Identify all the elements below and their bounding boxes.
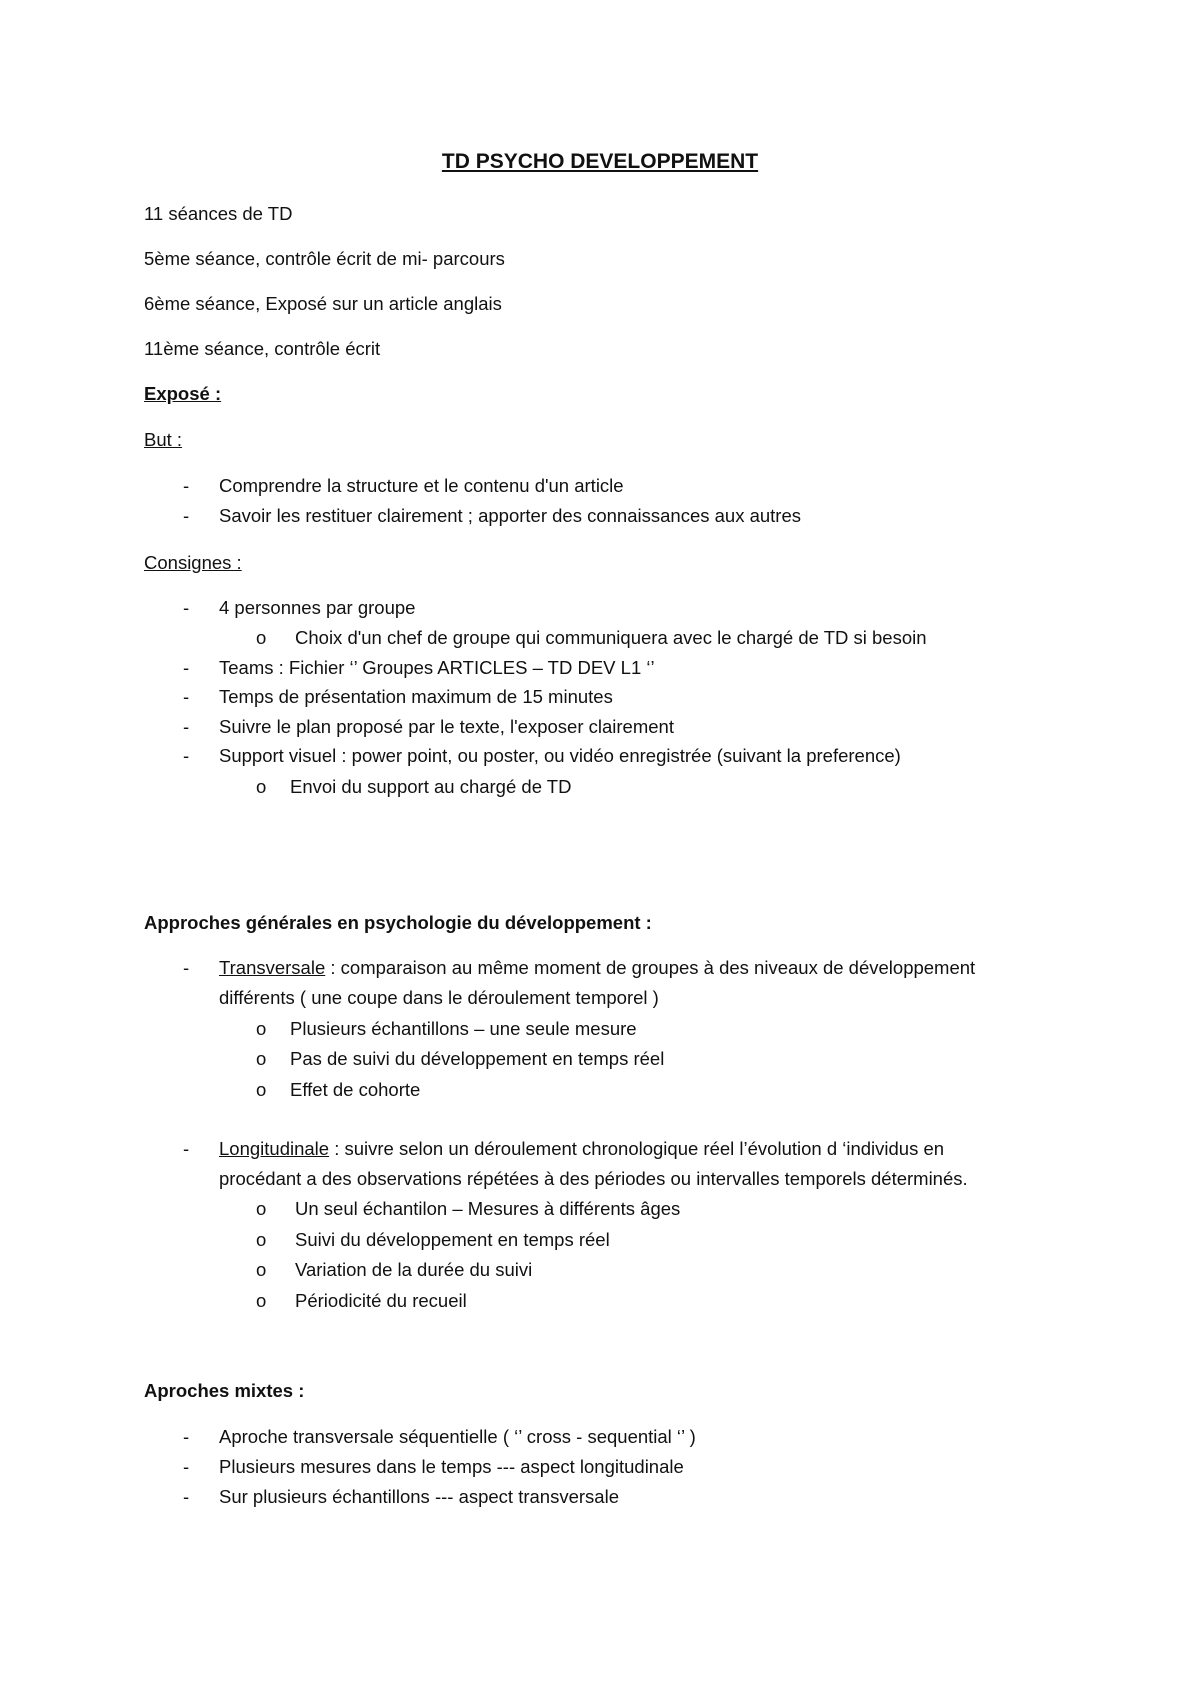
transversale-term: Transversale	[219, 957, 326, 978]
expose-heading: Exposé :	[144, 383, 222, 404]
list-item-continuation: procédant a des observations répétées à des périodes ou intervalles temporels déterminés.	[219, 1168, 968, 1189]
dash-bullet: -	[183, 505, 190, 526]
longitudinale-term: Longitudinale	[219, 1138, 330, 1159]
sub-list-item: Effet de cohorte	[290, 1079, 421, 1100]
circle-bullet: o	[256, 1048, 267, 1069]
dash-bullet: -	[183, 686, 190, 707]
dash-bullet: -	[183, 1426, 190, 1447]
list-item: Comprendre la structure et le contenu d'un article	[219, 475, 624, 496]
dash-bullet: -	[183, 1456, 190, 1477]
circle-bullet: o	[256, 1079, 267, 1100]
sub-list-item: Pas de suivi du développement en temps réel	[290, 1048, 665, 1069]
circle-bullet: o	[256, 1229, 267, 1250]
approches-heading: Approches générales en psychologie du développement :	[144, 912, 652, 933]
dash-bullet: -	[183, 657, 190, 678]
circle-bullet: o	[256, 776, 267, 797]
document-title: TD PSYCHO DEVELOPPEMENT	[441, 150, 759, 173]
list-item: Suivre le plan proposé par le texte, l'exposer clairement	[219, 716, 674, 737]
circle-bullet: o	[256, 627, 267, 648]
dash-bullet: -	[183, 475, 190, 496]
dash-bullet: -	[183, 597, 190, 618]
list-item-longitudinale	[219, 1138, 944, 1160]
list-item-continuation: différents ( une coupe dans le déroulement temporel )	[219, 987, 659, 1008]
circle-bullet: o	[256, 1290, 267, 1311]
longitudinale-text: : suivre selon un déroulement chronologique réel l’évolution d ‘individus en	[329, 1138, 945, 1159]
circle-bullet: o	[256, 1198, 267, 1219]
but-heading: But :	[144, 429, 183, 450]
list-item: Temps de présentation maximum de 15 minutes	[219, 686, 613, 707]
sub-list-item: Un seul échantilon – Mesures à différents âges	[295, 1198, 681, 1219]
list-item: 4 personnes par groupe	[219, 597, 416, 618]
sub-list-item: Choix d'un chef de groupe qui communiquera avec le chargé de TD si besoin	[295, 627, 927, 648]
list-item: Support visuel : power point, ou poster, ou vidéo enregistrée (suivant la preference)	[219, 745, 901, 766]
intro-line: 6ème séance, Exposé sur un article anglais	[144, 293, 502, 314]
dash-bullet: -	[183, 745, 190, 766]
dash-bullet: -	[183, 957, 190, 978]
list-item: Aproche transversale séquentielle ( ‘’ cross - sequential ‘’ )	[219, 1426, 696, 1447]
circle-bullet: o	[256, 1259, 267, 1280]
intro-line: 11ème séance, contrôle écrit	[144, 338, 381, 359]
consignes-heading: Consignes :	[144, 552, 242, 573]
intro-line: 11 séances de TD	[144, 203, 293, 224]
sub-list-item: Suivi du développement en temps réel	[295, 1229, 610, 1250]
list-item: Teams : Fichier ‘’ Groupes ARTICLES – TD DEV L1 ‘’	[219, 657, 655, 678]
intro-line: 5ème séance, contrôle écrit de mi- parcours	[144, 248, 505, 269]
list-item: Savoir les restituer clairement ; apporter des connaissances aux autres	[219, 505, 802, 526]
sub-list-item: Plusieurs échantillons – une seule mesure	[290, 1018, 637, 1039]
sub-list-item: Périodicité du recueil	[295, 1290, 467, 1311]
circle-bullet: o	[256, 1018, 267, 1039]
sub-list-item: Variation de la durée du suivi	[295, 1259, 533, 1280]
transversale-text: : comparaison au même moment de groupes à des niveaux de développement	[325, 957, 976, 978]
dash-bullet: -	[183, 716, 190, 737]
dash-bullet: -	[183, 1486, 190, 1507]
mixtes-heading: Aproches mixtes :	[144, 1380, 305, 1401]
sub-list-item: Envoi du support au chargé de TD	[290, 776, 572, 797]
dash-bullet: -	[183, 1138, 190, 1159]
list-item-transversale	[219, 957, 975, 979]
list-item: Sur plusieurs échantillons --- aspect transversale	[219, 1486, 619, 1507]
list-item: Plusieurs mesures dans le temps --- aspect longitudinale	[219, 1456, 684, 1477]
